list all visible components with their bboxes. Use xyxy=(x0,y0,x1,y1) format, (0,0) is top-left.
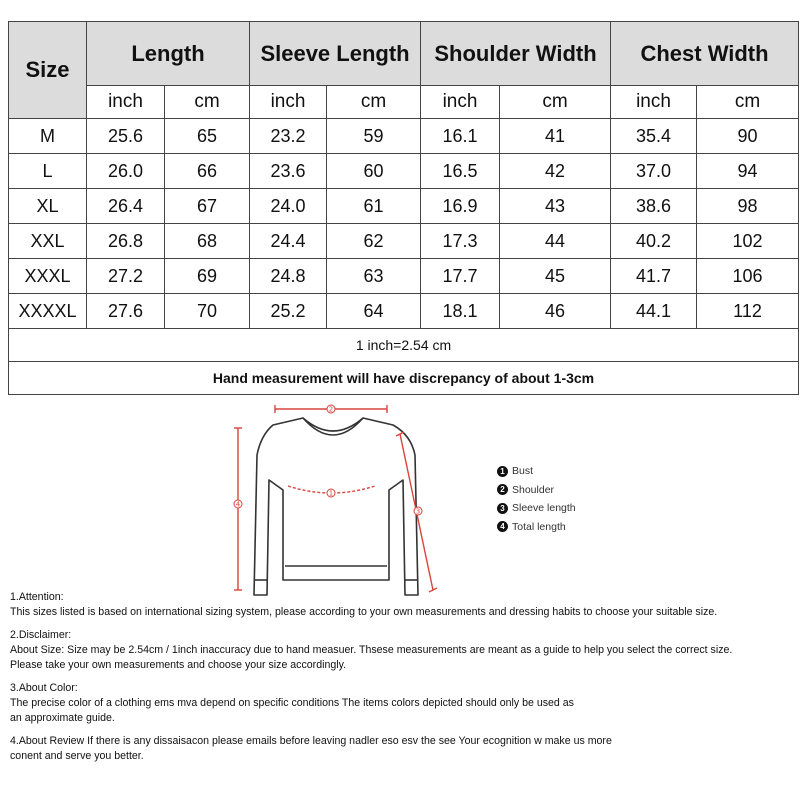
table-cell: 69 xyxy=(165,259,250,294)
legend-item xyxy=(497,499,576,518)
marker-total-length: 4 xyxy=(235,500,241,509)
header-chest-width: Chest Width xyxy=(611,22,799,86)
table-cell: 27.6 xyxy=(87,294,165,329)
note-review xyxy=(10,734,800,764)
table-cell: 112 xyxy=(697,294,799,329)
note-color xyxy=(10,681,800,726)
note-attention xyxy=(10,590,800,620)
table-cell: 25.2 xyxy=(250,294,327,329)
table-row xyxy=(9,189,799,224)
note-title: 1.Attention: xyxy=(10,591,64,603)
sweater-outline xyxy=(254,418,421,595)
table-cell: 64 xyxy=(327,294,421,329)
table-cell: 24.4 xyxy=(250,224,327,259)
measurement-lines xyxy=(234,405,437,592)
size-cell: XXXXL xyxy=(9,294,87,329)
table-cell: 23.6 xyxy=(250,154,327,189)
table-cell: 38.6 xyxy=(611,189,697,224)
note-line: The precise color of a clothing ems mva depend on specific conditions The items colors depicted should only be used as xyxy=(10,697,574,709)
marker-bust: 1 xyxy=(328,489,334,498)
unit-cell: inch xyxy=(87,86,165,119)
size-cell: XXL xyxy=(9,224,87,259)
conversion-note: 1 inch=2.54 cm xyxy=(9,329,799,362)
size-cell: M xyxy=(9,119,87,154)
size-cell: XXXL xyxy=(9,259,87,294)
table-cell: 27.2 xyxy=(87,259,165,294)
legend-label: Sleeve length xyxy=(512,502,576,515)
table-row xyxy=(9,259,799,294)
table-cell: 25.6 xyxy=(87,119,165,154)
legend-number: 2 xyxy=(497,484,508,495)
header-length: Length xyxy=(87,22,250,86)
unit-cell: cm xyxy=(327,86,421,119)
legend-item xyxy=(497,518,576,537)
size-cell: L xyxy=(9,154,87,189)
table-cell: 65 xyxy=(165,119,250,154)
table-cell: 41 xyxy=(500,119,611,154)
table-cell: 98 xyxy=(697,189,799,224)
table-cell: 35.4 xyxy=(611,119,697,154)
table-cell: 66 xyxy=(165,154,250,189)
table-cell: 17.7 xyxy=(421,259,500,294)
legend-label: Bust xyxy=(512,465,534,478)
table-row xyxy=(9,154,799,189)
legend-label: Total length xyxy=(512,520,566,533)
table-cell: 68 xyxy=(165,224,250,259)
table-cell: 106 xyxy=(697,259,799,294)
legend-number: 1 xyxy=(497,466,508,477)
table-cell: 17.3 xyxy=(421,224,500,259)
table-cell: 16.1 xyxy=(421,119,500,154)
table-cell: 42 xyxy=(500,154,611,189)
table-row xyxy=(9,119,799,154)
discrepancy-row xyxy=(9,362,799,395)
table-cell: 90 xyxy=(697,119,799,154)
table-cell: 23.2 xyxy=(250,119,327,154)
table-cell: 61 xyxy=(327,189,421,224)
note-line: conent and serve you better. xyxy=(10,750,144,762)
table-cell: 18.1 xyxy=(421,294,500,329)
unit-cell: inch xyxy=(250,86,327,119)
notes-section xyxy=(10,590,800,772)
legend-item xyxy=(497,462,576,481)
note-line: 4.About Review If there is any dissaisacon please emails before leaving nadler eso esv the see Your ecognition w make us more xyxy=(10,735,612,747)
header-row xyxy=(9,22,799,86)
table-cell: 26.4 xyxy=(87,189,165,224)
table-cell: 63 xyxy=(327,259,421,294)
measurement-markers xyxy=(234,405,422,516)
table-cell: 40.2 xyxy=(611,224,697,259)
header-size: Size xyxy=(9,22,87,119)
legend-number: 3 xyxy=(497,503,508,514)
note-line: Please take your own measurements and choose your size accordingly. xyxy=(10,659,347,671)
note-line: This sizes listed is based on international sizing system, please according to your own measurements and dressing habits to choose your suitable size. xyxy=(10,606,718,618)
measurement-legend xyxy=(497,462,576,536)
marker-shoulder: 2 xyxy=(328,405,334,414)
table-cell: 37.0 xyxy=(611,154,697,189)
discrepancy-note: Hand measurement will have discrepancy of about 1-3cm xyxy=(9,362,799,395)
table-cell: 26.0 xyxy=(87,154,165,189)
table-cell: 70 xyxy=(165,294,250,329)
table-cell: 102 xyxy=(697,224,799,259)
table-cell: 26.8 xyxy=(87,224,165,259)
table-cell: 67 xyxy=(165,189,250,224)
note-line: an approximate guide. xyxy=(10,712,115,724)
table-cell: 43 xyxy=(500,189,611,224)
conversion-row xyxy=(9,329,799,362)
table-cell: 16.5 xyxy=(421,154,500,189)
header-shoulder-width: Shoulder Width xyxy=(421,22,611,86)
unit-cell: inch xyxy=(611,86,697,119)
table-cell: 24.8 xyxy=(250,259,327,294)
table-row xyxy=(9,224,799,259)
unit-row xyxy=(9,86,799,119)
marker-sleeve-length: 3 xyxy=(415,507,421,516)
legend-item xyxy=(497,481,576,500)
table-cell: 41.7 xyxy=(611,259,697,294)
note-title: 2.Disclaimer: xyxy=(10,629,72,641)
unit-cell: cm xyxy=(697,86,799,119)
header-sleeve-length: Sleeve Length xyxy=(250,22,421,86)
table-cell: 60 xyxy=(327,154,421,189)
table-cell: 24.0 xyxy=(250,189,327,224)
table-cell: 46 xyxy=(500,294,611,329)
table-row xyxy=(9,294,799,329)
table-cell: 94 xyxy=(697,154,799,189)
size-chart-table xyxy=(8,21,799,395)
unit-cell: inch xyxy=(421,86,500,119)
unit-cell: cm xyxy=(165,86,250,119)
table-cell: 44.1 xyxy=(611,294,697,329)
note-line: About Size: Size may be 2.54cm / 1inch inaccuracy due to hand measuer. Thsese measurements are meant as a guide to help you select the correct size. xyxy=(10,644,733,656)
table-cell: 44 xyxy=(500,224,611,259)
note-disclaimer xyxy=(10,628,800,673)
table-cell: 59 xyxy=(327,119,421,154)
size-cell: XL xyxy=(9,189,87,224)
note-title: 3.About Color: xyxy=(10,682,78,694)
table-cell: 45 xyxy=(500,259,611,294)
unit-cell: cm xyxy=(500,86,611,119)
table-cell: 62 xyxy=(327,224,421,259)
legend-label: Shoulder xyxy=(512,483,555,496)
table-cell: 16.9 xyxy=(421,189,500,224)
garment-diagram xyxy=(225,400,455,600)
legend-number: 4 xyxy=(497,521,508,532)
